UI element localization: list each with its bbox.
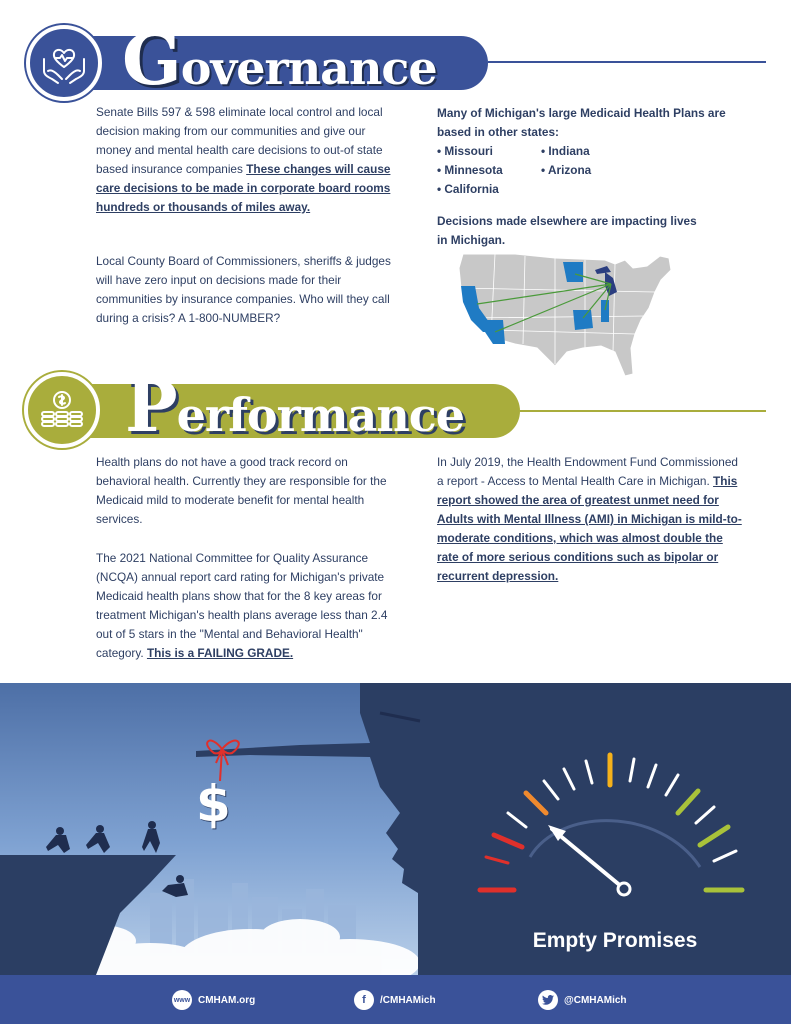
decisions-note: Decisions made elsewhere are impacting lives in Michigan. — [437, 214, 697, 247]
performance-paragraph-1: Health plans do not have a good track record on behavioral health. Currently they are responsible for the Medicaid mild to moderate benefit for mental health services. — [96, 455, 387, 526]
empty-promises-caption: Empty Promises — [532, 929, 698, 952]
performance-paragraph-3: In July 2019, the Health Endowment Fund Commissioned a report - Access to Mental Health Care in Michigan. This report showed the area of greatest unmet need for Adults with Mental Illness (AMI) in Michigan is mild-to-moderate conditions, which was almost double the rate of more serious conditions such as bipolar or recurrent depression. — [437, 455, 742, 583]
states-list-col2 — [541, 142, 591, 180]
twitter-link[interactable] — [538, 990, 627, 1010]
twitter-icon — [538, 990, 558, 1010]
governance-emphasis: These changes will cause care decisions to be made in corporate board rooms hundreds or thousands of miles away. — [96, 162, 391, 214]
web-icon: www — [172, 990, 192, 1010]
performance-rule — [520, 410, 766, 412]
arizona-shape — [479, 320, 505, 344]
state-item: • Missouri — [437, 144, 493, 158]
twitter-text: @CMHAMich — [564, 994, 627, 1006]
indiana-shape — [601, 300, 609, 322]
missouri-shape — [573, 310, 593, 330]
us-map — [455, 248, 685, 383]
state-item: • Indiana — [541, 144, 590, 158]
unmet-need-emphasis: This report showed the area of greatest unmet need for Adults with Mental Illness (AMI) in Michigan is mild-to-moderate conditions, which was almost double the rate of more serious conditions such as bipolar or recurrent depression. — [437, 474, 742, 583]
facebook-icon: f — [354, 990, 374, 1010]
facebook-link[interactable] — [354, 990, 436, 1010]
dollar-sign: $ — [196, 775, 231, 833]
state-item: • California — [437, 182, 499, 196]
governance-paragraph-1: Senate Bills 597 & 598 eliminate local control and local decision making from our communities and give our money and mental health care decisions to out-of state based insurance companies These changes will cause care decisions to be made in corporate board rooms hundreds or thousands of miles away. — [96, 105, 391, 214]
failing-grade-emphasis: This is a FAILING GRADE. — [146, 646, 294, 660]
website-link[interactable] — [172, 990, 255, 1010]
plans-heading: Many of Michigan's large Medicaid Health Plans are based in other states: — [437, 106, 726, 139]
state-item: • Arizona — [541, 163, 592, 177]
coin-stack-icon — [24, 372, 100, 448]
governance-paragraph-2: Local County Board of Commissioners, sheriffs & judges will have zero input on decisions made for their communities by insurance companies. Who will they call during a crisis? A 1-800-NUMBER? — [96, 254, 391, 325]
footer — [0, 975, 791, 1024]
governance-title: Governance — [122, 18, 437, 101]
website-text: CMHAM.org — [198, 994, 256, 1006]
governance-rule — [488, 61, 766, 63]
speed-gauge — [470, 747, 770, 907]
performance-paragraph-2: The 2021 National Committee for Quality Assurance (NCQA) annual report card rating for Michigan's private Medicaid health plans show that for the 8 key areas for treatment Michigan's health plans average less than 2.4 out of 5 stars in the "Mental and Behavioral Health" category. This is a FAILING GRADE. — [96, 551, 388, 660]
states-list-col1 — [437, 142, 503, 199]
performance-title: Performance — [125, 365, 465, 448]
care-hands-icon — [26, 25, 102, 101]
state-item: • Minnesota — [437, 163, 503, 177]
facebook-text: /CMHAMich — [380, 994, 436, 1006]
empty-promises-illustration — [0, 683, 791, 975]
